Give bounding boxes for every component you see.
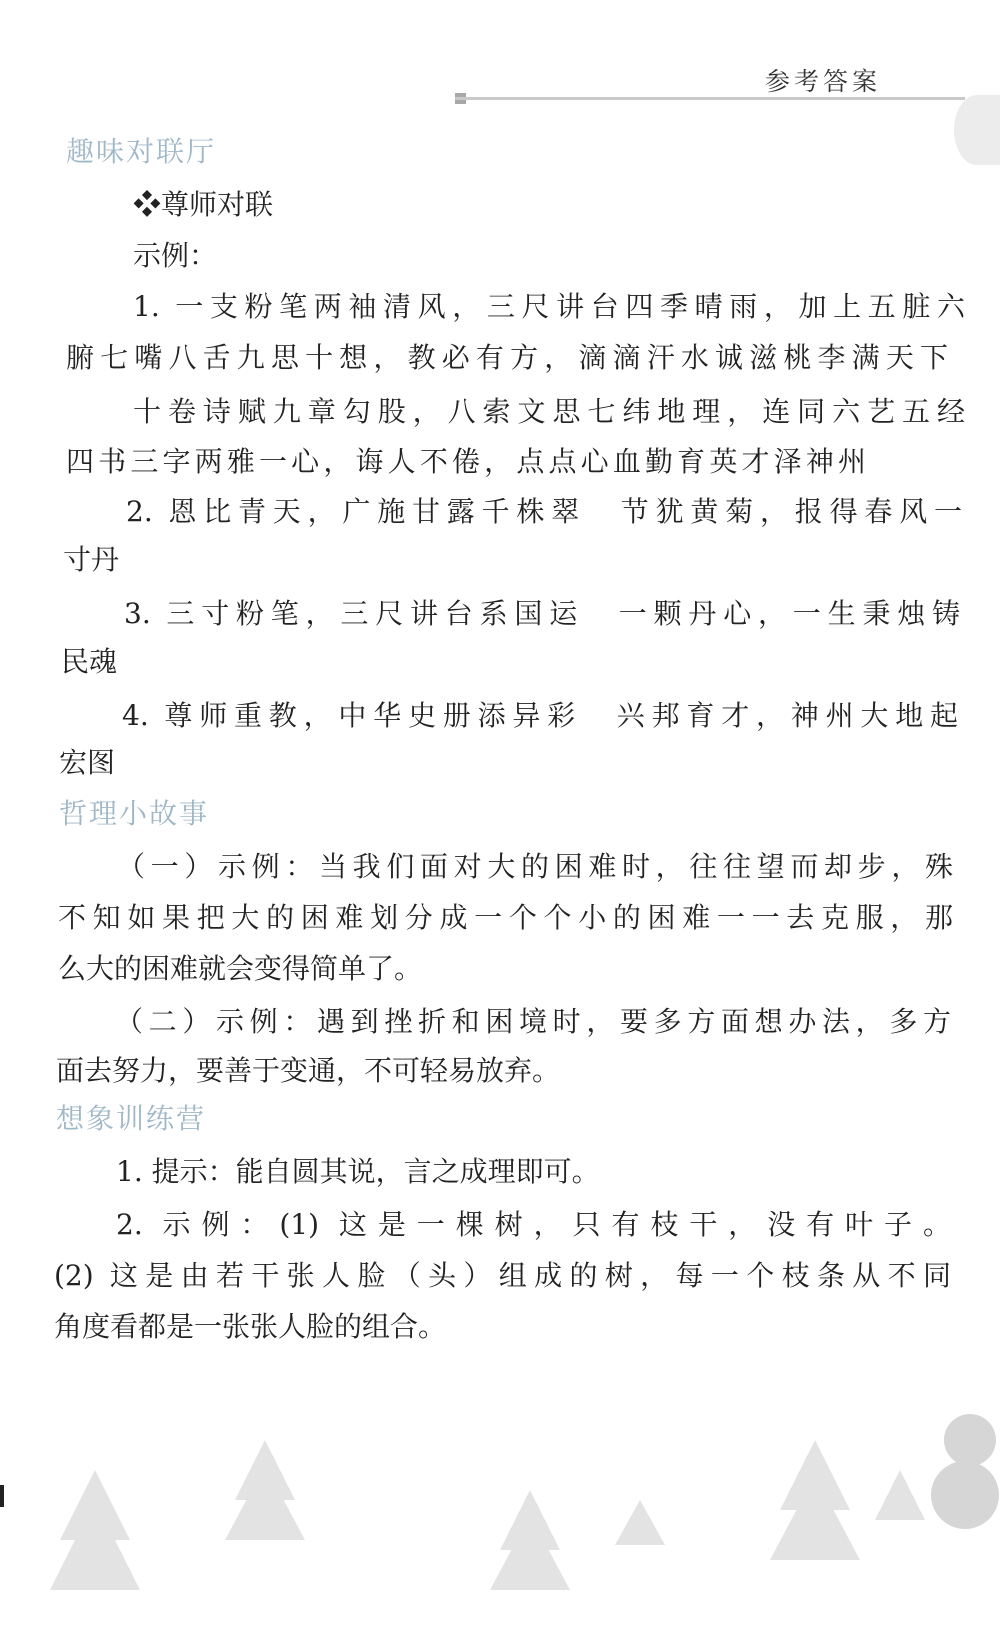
paragraph-line: 么大的困难就会变得简单了。 xyxy=(58,952,423,985)
paragraph-line: 十卷诗赋九章勾股，八索文思七纬地理，连同六艺五经 xyxy=(133,395,965,428)
paragraph-line: 2. 恩比青天，广施甘露千株翠 节犹黄菊，报得春风一 xyxy=(126,495,962,528)
paragraph-line: 2. 示例：(1) 这是一棵树，只有枝干，没有叶子。 xyxy=(116,1208,951,1241)
paragraph-line: 寸丹 xyxy=(63,543,120,576)
paragraph-line: 角度看都是一张张人脸的组合。 xyxy=(54,1310,447,1343)
paragraph-line: 1. 一支粉笔两袖清风，三尺讲台四季晴雨，加上五脏六 xyxy=(133,290,965,323)
paragraph-line: 腑七嘴八舌九思十想，教必有方，滴滴汗水诚滋桃李满天下 xyxy=(66,341,948,374)
paragraph-line: 不知如果把大的困难划分成一个个小的困难一一去克服，那 xyxy=(58,901,953,934)
paragraph-line: 4. 尊师重教，中华史册添异彩 兴邦育才，神州大地起 xyxy=(122,699,958,732)
paragraph-line: （一）示例：当我们面对大的困难时，往往望而却步，殊 xyxy=(117,850,953,883)
paragraph-line: 3. 三寸粉笔，三尺讲台系国运 一颗丹心，一生秉烛铸 xyxy=(124,597,960,630)
paragraph-line: 1. 提示：能自圆其说，言之成理即可。 xyxy=(116,1155,600,1188)
paragraph-line: (2) 这是由若干张人脸（头）组成的树，每一个枝条从不同 xyxy=(54,1259,951,1292)
intro-example: 示例： xyxy=(133,239,218,272)
subheading-teacher-couplets: ❖尊师对联 xyxy=(133,188,274,221)
paragraph-line: 面去努力，要善于变通，不可轻易放弃。 xyxy=(56,1054,561,1087)
corner-decoration xyxy=(954,95,1000,165)
page-header-title: 参考答案 xyxy=(765,67,882,96)
section-title-couplets: 趣味对联厅 xyxy=(66,135,217,168)
paragraph-line: （二）示例：遇到挫折和困境时，要多方面想办法，多方 xyxy=(115,1005,951,1038)
header-rule xyxy=(455,97,965,100)
section-title-philosophy-stories: 哲理小故事 xyxy=(59,797,210,830)
paragraph-line: 民魂 xyxy=(61,645,118,678)
snowy-trees-decoration xyxy=(0,1400,1000,1637)
section-title-imagination-camp: 想象训练营 xyxy=(56,1102,207,1135)
paragraph-line: 四书三字两雅一心，诲人不倦，点点心血勤育英才泽神州 xyxy=(66,445,866,478)
paragraph-line: 宏图 xyxy=(59,746,116,779)
